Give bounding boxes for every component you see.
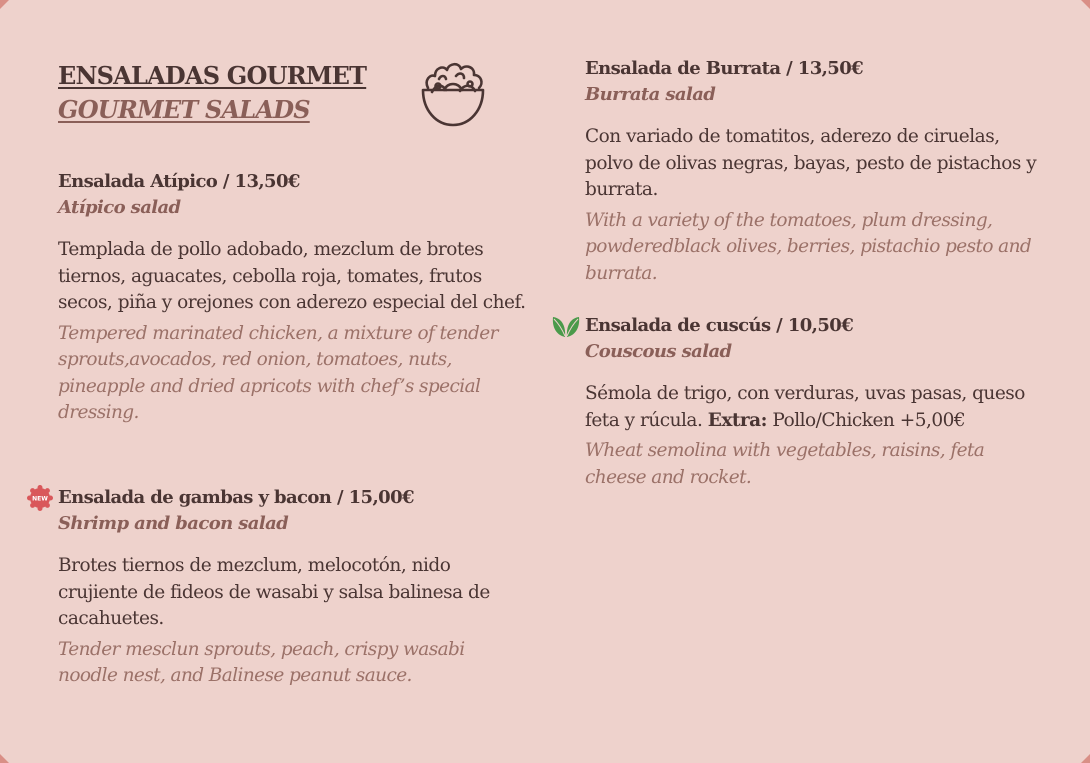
menu-item <box>32 485 528 690</box>
extra-text: Pollo/Chicken +5,00€ <box>772 409 966 431</box>
new-badge-icon <box>27 485 53 511</box>
leaf-icon <box>551 313 581 339</box>
item-description-en: Tender mesclun sprouts, peach, crispy wasabi noodle nest, and Balinese peanut sauce. <box>58 638 465 686</box>
item-description-en: Tempered marinated chicken, a mixture of tender sprouts,avocados, red onion, tomatoes, nuts, pineapple and dried apricots with chef’s special dressing. <box>58 322 498 423</box>
menu-item <box>585 313 1045 491</box>
extra-label: Extra: <box>707 409 767 431</box>
item-name-en: Shrimp and bacon salad <box>58 513 289 534</box>
item-description-en: With a variety of the tomatoes, plum dressing, powderedblack olives, berries, pistachio pesto and burrata. <box>585 209 1032 284</box>
item-description-es: Templada de pollo adobado, mezclum de brotes tiernos, aguacates, cebolla roja, tomates, frutos secos, piña y orejones con aderezo especial del chef. <box>58 239 526 313</box>
item-name-es: Ensalada Atípico / 13,50€ <box>58 171 300 192</box>
menu-item <box>585 56 1045 287</box>
item-name-en: Burrata salad <box>585 84 716 105</box>
item-name-es: Ensalada de gambas y bacon / 15,00€ <box>58 487 414 508</box>
corner-decoration <box>1081 754 1090 763</box>
item-name-en: Atípico salad <box>58 197 181 218</box>
section-title-es: ENSALADAS GOURMET <box>58 61 367 90</box>
menu-item <box>58 169 528 427</box>
item-price: 13,50€ <box>234 171 300 192</box>
section-title-en: GOURMET SALADS <box>58 95 310 124</box>
corner-decoration <box>1081 0 1090 9</box>
section-title <box>58 60 366 128</box>
item-name-es: Ensalada de Burrata / 13,50€ <box>585 58 864 79</box>
item-price: 15,00€ <box>348 487 414 508</box>
item-price: 10,50€ <box>787 315 854 336</box>
item-description-en: Wheat semolina with vegetables, raisins, feta cheese and rocket. <box>585 440 985 488</box>
item-price: 13,50€ <box>797 58 864 79</box>
salad-bowl-icon <box>418 58 488 128</box>
new-badge-label: NEW <box>32 495 48 503</box>
item-description-es: Con variado de tomatitos, aderezo de ciruelas, polvo de olivas negras, bayas, pesto de pistachos y burrata. <box>585 126 1037 200</box>
corner-decoration <box>0 754 9 763</box>
item-description-es: Brotes tiernos de mezclum, melocotón, nido crujiente de fideos de wasabi y salsa balinesa de cacahuetes. <box>58 555 490 629</box>
item-description-es: Sémola de trigo, con verduras, uvas pasas, queso feta y rúcula. Extra: Pollo/Chicken +5,00€ <box>585 383 1025 431</box>
corner-decoration <box>0 0 9 9</box>
item-name-es: Ensalada de cuscús / 10,50€ <box>585 315 854 336</box>
item-name-en: Couscous salad <box>585 341 732 362</box>
